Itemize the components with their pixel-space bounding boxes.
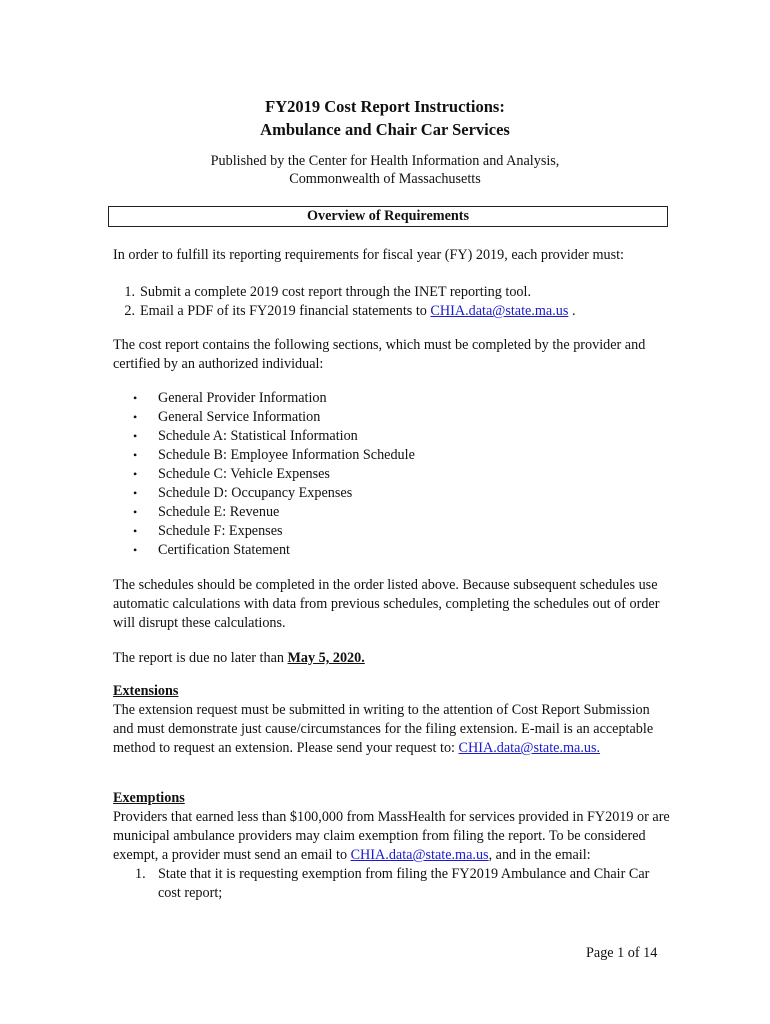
due-date: May 5, 2020.: [287, 650, 365, 666]
exemptions-body: Providers that earned less than $100,000 from MassHealth for services provided in FY2019 or are municipal ambulance providers may claim exemption from filing the report. To be considered exempt, a provider must send an email to: [113, 809, 670, 863]
section-name: Schedule F: Expenses: [158, 523, 283, 539]
list-item: [113, 522, 673, 541]
list-item: [113, 408, 673, 427]
section-name: Schedule B: Employee Information Schedule: [158, 447, 415, 463]
list-item: [113, 484, 673, 503]
publisher-line-1: Published by the Center for Health Information and Analysis,: [210, 153, 560, 169]
item-number: 2.: [124, 303, 135, 319]
list-item: [113, 503, 673, 522]
sections-intro: The cost report contains the following sections, which must be completed by the provider and certified by an authorized individual:: [113, 337, 646, 372]
title-line-1: FY2019 Cost Report Instructions:: [265, 97, 505, 116]
bullet-icon: •: [133, 448, 138, 462]
due-date-statement: [113, 649, 673, 668]
item-text: Submit a complete 2019 cost report through the INET reporting tool.: [140, 284, 532, 300]
item-text: State that it is requesting exemption from filing the FY2019 Ambulance and Chair Car cost report;: [158, 866, 650, 901]
overview-heading-box: [108, 206, 668, 227]
requirements-intro: In order to fulfill its reporting requirements for fiscal year (FY) 2019, each provider must:: [113, 247, 624, 263]
section-name: Schedule D: Occupancy Expenses: [158, 485, 353, 501]
bullet-icon: •: [133, 410, 138, 424]
section-name: Schedule C: Vehicle Expenses: [158, 466, 330, 482]
exemption-steps-list: [113, 865, 673, 903]
bullet-icon: •: [133, 391, 138, 405]
sections-list: [113, 389, 673, 560]
exemptions-link-suffix: , and in the email:: [488, 847, 591, 863]
list-item: [113, 389, 673, 408]
section-name: General Provider Information: [158, 390, 327, 406]
extensions-section: [113, 682, 673, 758]
exemptions-email-link[interactable]: CHIA.data@state.ma.us: [350, 847, 489, 863]
overview-heading: Overview of Requirements: [306, 208, 470, 224]
publisher-info: [0, 152, 770, 188]
document-title: [0, 95, 770, 141]
list-item: [113, 541, 673, 560]
bullet-icon: •: [133, 486, 138, 500]
list-item: [113, 283, 673, 302]
bullet-icon: •: [133, 524, 138, 538]
requirements-list: [113, 283, 673, 321]
item-number: 1.: [124, 284, 135, 300]
list-item: [113, 865, 673, 903]
bullet-icon: •: [133, 467, 138, 481]
exemptions-section: [113, 789, 673, 903]
extensions-body: The extension request must be submitted in writing to the attention of Cost Report Submission and must demonstrate just cause/circumstances for the filing extension. E-mail is an acceptable method to request an extension. Please send your request to:: [113, 702, 654, 756]
extensions-email-link[interactable]: CHIA.data@state.ma.us.: [458, 740, 601, 756]
schedule-order-note: The schedules should be completed in the order listed above. Because subsequent schedules use automatic calculations with data from previous schedules, completing the schedules out of order will disrupt these calculations.: [113, 577, 660, 631]
bullet-icon: •: [133, 543, 138, 557]
bullet-icon: •: [133, 505, 138, 519]
publisher-line-2: Commonwealth of Massachusetts: [289, 171, 481, 187]
item-number: 1.: [135, 866, 146, 882]
exemptions-heading: Exemptions: [113, 790, 185, 806]
section-name: Certification Statement: [158, 542, 290, 558]
list-item: [113, 302, 673, 321]
due-prefix: The report is due no later than: [113, 650, 288, 666]
section-name: Schedule E: Revenue: [158, 504, 280, 520]
bullet-icon: •: [133, 429, 138, 443]
title-line-2: Ambulance and Chair Car Services: [260, 120, 510, 139]
email-link[interactable]: CHIA.data@state.ma.us: [430, 303, 569, 319]
list-item: [113, 427, 673, 446]
list-item: [113, 465, 673, 484]
section-name: Schedule A: Statistical Information: [158, 428, 358, 444]
item-text: Email a PDF of its FY2019 financial statements to: [140, 303, 431, 319]
item-text-suffix: .: [568, 303, 576, 319]
page-number: Page 1 of 14: [586, 945, 658, 961]
extensions-heading: Extensions: [113, 683, 179, 699]
section-name: General Service Information: [158, 409, 321, 425]
list-item: [113, 446, 673, 465]
